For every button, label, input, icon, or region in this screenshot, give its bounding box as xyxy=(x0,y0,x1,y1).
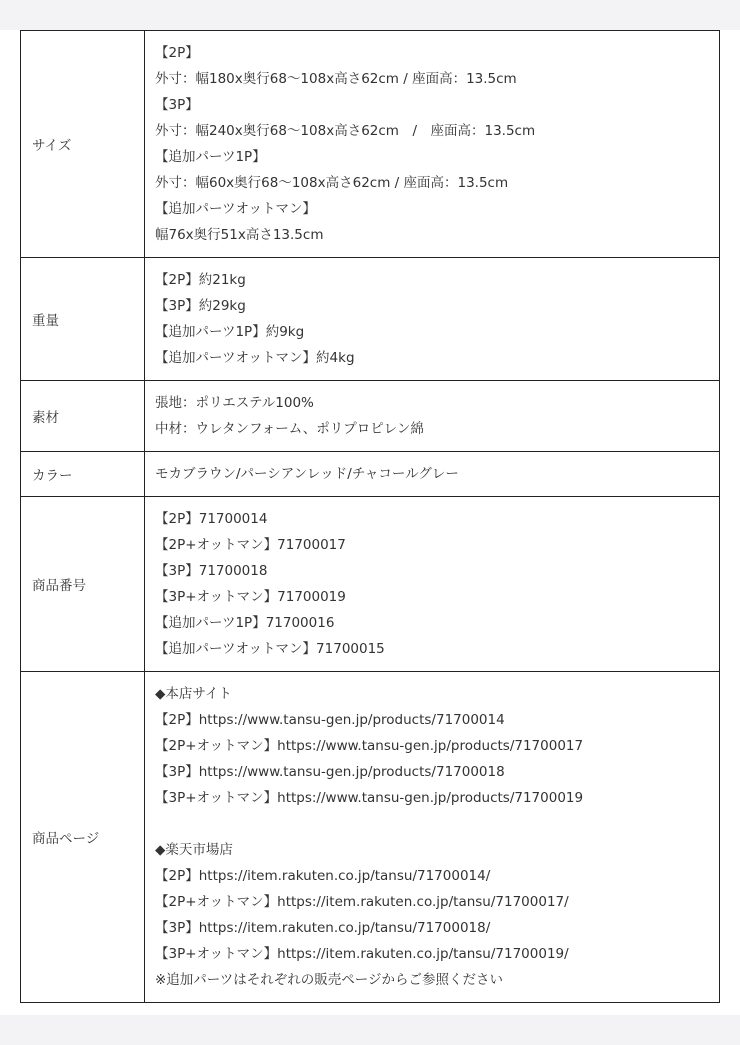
spec-line: 外寸：幅240x奥行68～108x高さ62cm / 座面高：13.5cm xyxy=(155,123,536,139)
spec-row-product-number xyxy=(21,497,720,672)
spec-line: 【2P】71700014 xyxy=(155,511,268,527)
spec-label: 商品番号 xyxy=(21,497,145,672)
spec-line: 外寸：幅180x奥行68～108x高さ62cm / 座面高：13.5cm xyxy=(155,71,517,87)
spec-row-size xyxy=(21,31,720,258)
spec-line: 【追加パーツ1P】約9kg xyxy=(155,324,305,340)
spec-line: 【2P+オットマン】71700017 xyxy=(155,537,346,553)
spec-line: 【追加パーツ1P】 xyxy=(155,149,266,165)
product-url-line: 【3P】https://item.rakuten.co.jp/tansu/71700018/ xyxy=(155,920,491,936)
product-url-line: 【2P+オットマン】https://www.tansu-gen.jp/products/71700017 xyxy=(155,738,584,754)
spec-label: サイズ xyxy=(21,31,145,258)
product-url-line: 【3P+オットマン】https://item.rakuten.co.jp/tansu/71700019/ xyxy=(155,946,569,962)
product-url-line: 【3P】https://www.tansu-gen.jp/products/71700018 xyxy=(155,764,505,780)
spec-row-color xyxy=(21,452,720,497)
spec-value xyxy=(145,31,720,258)
spec-line: 【追加パーツオットマン】71700015 xyxy=(155,641,385,657)
spec-line: 【2P】約21kg xyxy=(155,272,246,288)
spec-label: 素材 xyxy=(21,381,145,452)
product-url-line: 【3P+オットマン】https://www.tansu-gen.jp/products/71700019 xyxy=(155,790,584,806)
spec-row-weight xyxy=(21,258,720,381)
spec-value xyxy=(145,672,720,1003)
spec-line: 【追加パーツオットマン】 xyxy=(155,201,317,217)
spec-row-material xyxy=(21,381,720,452)
spec-label: 商品ページ xyxy=(21,672,145,1003)
spec-line: 【3P】約29kg xyxy=(155,298,246,314)
spec-line: 【追加パーツ1P】71700016 xyxy=(155,615,335,631)
spec-line: モカブラウン/パーシアンレッド/チャコールグレー xyxy=(155,466,459,482)
spec-line: 【2P】 xyxy=(155,45,199,61)
product-spec-table xyxy=(20,30,720,1003)
store-heading-main-site: ◆本店サイト xyxy=(155,686,232,702)
spec-value xyxy=(145,452,720,497)
note-line: ※追加パーツはそれぞれの販売ページからご参照ください xyxy=(155,972,504,988)
spec-value xyxy=(145,381,720,452)
spec-line: 【追加パーツオットマン】約4kg xyxy=(155,350,355,366)
spec-value xyxy=(145,258,720,381)
store-heading-rakuten: ◆楽天市場店 xyxy=(155,842,233,858)
product-url-line: 【2P】https://www.tansu-gen.jp/products/71700014 xyxy=(155,712,505,728)
spec-line: 【3P】71700018 xyxy=(155,563,268,579)
spec-line: 張地：ポリエステル100% xyxy=(155,395,314,411)
product-url-line: 【2P】https://item.rakuten.co.jp/tansu/71700014/ xyxy=(155,868,491,884)
spec-line: 幅76x奥行51x高さ13.5cm xyxy=(155,227,324,243)
spec-sheet xyxy=(0,30,740,1015)
spec-line: 外寸：幅60x奥行68～108x高さ62cm / 座面高：13.5cm xyxy=(155,175,509,191)
spec-line: 【3P】 xyxy=(155,97,199,113)
spacer-line xyxy=(155,811,709,837)
spec-row-product-page xyxy=(21,672,720,1003)
spec-label: 重量 xyxy=(21,258,145,381)
product-url-line: 【2P+オットマン】https://item.rakuten.co.jp/tansu/71700017/ xyxy=(155,894,569,910)
spec-line: 中材：ウレタンフォーム、ポリプロピレン綿 xyxy=(155,421,424,437)
spec-value xyxy=(145,497,720,672)
spec-label: カラー xyxy=(21,452,145,497)
spec-line: 【3P+オットマン】71700019 xyxy=(155,589,346,605)
